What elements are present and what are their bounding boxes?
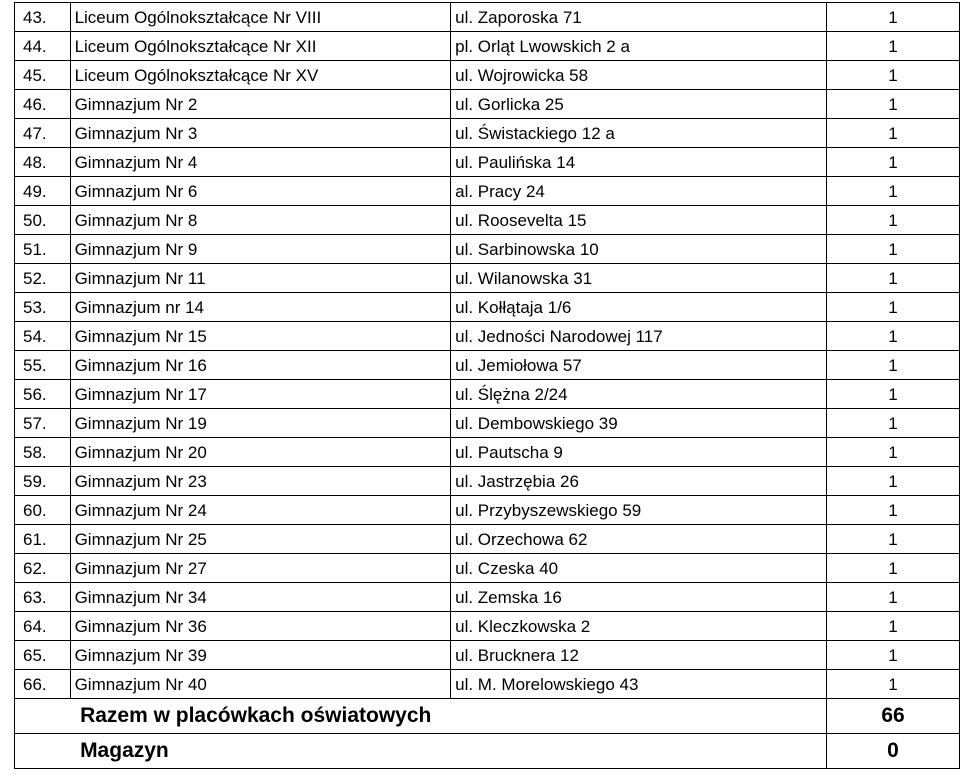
quantity: 1 (827, 322, 960, 351)
institution-name: Liceum Ogólnokształcące Nr XII (70, 32, 451, 61)
table-row (15, 409, 960, 438)
institution-address: ul. Przybyszewskiego 59 (451, 496, 827, 525)
table-row (15, 206, 960, 235)
institution-address: ul. Kleczkowska 2 (451, 612, 827, 641)
table-row (15, 496, 960, 525)
row-number: 47. (15, 119, 71, 148)
institution-name: Gimnazjum Nr 8 (70, 206, 451, 235)
warehouse-label: Magazyn (70, 734, 826, 769)
institution-name: Gimnazjum Nr 23 (70, 467, 451, 496)
row-number: 58. (15, 438, 71, 467)
table-row (15, 322, 960, 351)
quantity: 1 (827, 177, 960, 206)
quantity: 1 (827, 206, 960, 235)
row-number: 44. (15, 32, 71, 61)
institution-name: Gimnazjum Nr 34 (70, 583, 451, 612)
table-row (15, 119, 960, 148)
table-row (15, 641, 960, 670)
institution-name: Gimnazjum Nr 39 (70, 641, 451, 670)
row-number: 56. (15, 380, 71, 409)
institution-address: ul. Dembowskiego 39 (451, 409, 827, 438)
table-row (15, 670, 960, 699)
institution-name: Liceum Ogólnokształcące Nr VIII (70, 3, 451, 32)
institution-name: Gimnazjum Nr 36 (70, 612, 451, 641)
table-row (15, 583, 960, 612)
quantity: 1 (827, 641, 960, 670)
table-row (15, 235, 960, 264)
institution-address: al. Pracy 24 (451, 177, 827, 206)
institution-address: ul. Roosevelta 15 (451, 206, 827, 235)
row-number: 55. (15, 351, 71, 380)
institution-name: Gimnazjum Nr 4 (70, 148, 451, 177)
table-body (15, 3, 960, 699)
table-row (15, 293, 960, 322)
row-number: 66. (15, 670, 71, 699)
quantity: 1 (827, 438, 960, 467)
row-number: 43. (15, 3, 71, 32)
table-row (15, 525, 960, 554)
quantity: 1 (827, 235, 960, 264)
table-row (15, 467, 960, 496)
institution-address: ul. Świstackiego 12 a (451, 119, 827, 148)
quantity: 1 (827, 583, 960, 612)
quantity: 1 (827, 380, 960, 409)
institution-name: Gimnazjum Nr 6 (70, 177, 451, 206)
institution-name: Gimnazjum nr 14 (70, 293, 451, 322)
total-spacer-cell (15, 699, 71, 734)
institution-address: ul. Ślężna 2/24 (451, 380, 827, 409)
row-number: 54. (15, 322, 71, 351)
table-row (15, 554, 960, 583)
row-number: 50. (15, 206, 71, 235)
institution-name: Gimnazjum Nr 3 (70, 119, 451, 148)
quantity: 1 (827, 119, 960, 148)
row-number: 45. (15, 61, 71, 90)
institution-name: Gimnazjum Nr 27 (70, 554, 451, 583)
quantity: 1 (827, 409, 960, 438)
institution-name: Gimnazjum Nr 16 (70, 351, 451, 380)
institution-address: ul. Czeska 40 (451, 554, 827, 583)
row-number: 64. (15, 612, 71, 641)
institution-name: Gimnazjum Nr 15 (70, 322, 451, 351)
quantity: 1 (827, 525, 960, 554)
institution-address: ul. Jedności Narodowej 117 (451, 322, 827, 351)
institution-name: Liceum Ogólnokształcące Nr XV (70, 61, 451, 90)
row-number: 52. (15, 264, 71, 293)
table-row (15, 264, 960, 293)
institution-name: Gimnazjum Nr 25 (70, 525, 451, 554)
quantity: 1 (827, 293, 960, 322)
warehouse-row (15, 734, 960, 769)
institution-name: Gimnazjum Nr 40 (70, 670, 451, 699)
institution-address: ul. Kołłątaja 1/6 (451, 293, 827, 322)
quantity: 1 (827, 496, 960, 525)
row-number: 60. (15, 496, 71, 525)
table-row (15, 3, 960, 32)
row-number: 46. (15, 90, 71, 119)
table-row (15, 351, 960, 380)
totals-body (15, 699, 960, 769)
institution-address: ul. Orzechowa 62 (451, 525, 827, 554)
institution-address: ul. Sarbinowska 10 (451, 235, 827, 264)
institution-address: ul. Paulińska 14 (451, 148, 827, 177)
quantity: 1 (827, 32, 960, 61)
row-number: 49. (15, 177, 71, 206)
quantity: 1 (827, 264, 960, 293)
table-row (15, 90, 960, 119)
quantity: 1 (827, 3, 960, 32)
table-row (15, 438, 960, 467)
institution-address: ul. M. Morelowskiego 43 (451, 670, 827, 699)
institution-address: ul. Pautscha 9 (451, 438, 827, 467)
institution-name: Gimnazjum Nr 11 (70, 264, 451, 293)
quantity: 1 (827, 670, 960, 699)
institution-address: ul. Wilanowska 31 (451, 264, 827, 293)
institution-address: ul. Brucknera 12 (451, 641, 827, 670)
row-number: 63. (15, 583, 71, 612)
institution-address: ul. Zaporoska 71 (451, 3, 827, 32)
institution-address: ul. Wojrowicka 58 (451, 61, 827, 90)
warehouse-spacer-cell (15, 734, 71, 769)
row-number: 61. (15, 525, 71, 554)
total-label: Razem w placówkach oświatowych (70, 699, 826, 734)
table-row (15, 148, 960, 177)
institution-address: ul. Zemska 16 (451, 583, 827, 612)
institution-address: ul. Gorlicka 25 (451, 90, 827, 119)
row-number: 53. (15, 293, 71, 322)
row-number: 65. (15, 641, 71, 670)
table-row (15, 380, 960, 409)
institution-name: Gimnazjum Nr 24 (70, 496, 451, 525)
row-number: 59. (15, 467, 71, 496)
quantity: 1 (827, 467, 960, 496)
total-value: 66 (827, 699, 960, 734)
institutions-table (14, 2, 960, 769)
row-number: 62. (15, 554, 71, 583)
quantity: 1 (827, 90, 960, 119)
quantity: 1 (827, 554, 960, 583)
row-number: 48. (15, 148, 71, 177)
table-row (15, 32, 960, 61)
quantity: 1 (827, 61, 960, 90)
table-row (15, 612, 960, 641)
total-row (15, 699, 960, 734)
table-row (15, 61, 960, 90)
quantity: 1 (827, 148, 960, 177)
institution-address: ul. Jemiołowa 57 (451, 351, 827, 380)
institution-name: Gimnazjum Nr 9 (70, 235, 451, 264)
institution-name: Gimnazjum Nr 2 (70, 90, 451, 119)
institution-name: Gimnazjum Nr 20 (70, 438, 451, 467)
institution-name: Gimnazjum Nr 19 (70, 409, 451, 438)
institution-name: Gimnazjum Nr 17 (70, 380, 451, 409)
quantity: 1 (827, 351, 960, 380)
institution-address: ul. Jastrzębia 26 (451, 467, 827, 496)
row-number: 57. (15, 409, 71, 438)
warehouse-value: 0 (827, 734, 960, 769)
quantity: 1 (827, 612, 960, 641)
table-row (15, 177, 960, 206)
institution-address: pl. Orląt Lwowskich 2 a (451, 32, 827, 61)
row-number: 51. (15, 235, 71, 264)
